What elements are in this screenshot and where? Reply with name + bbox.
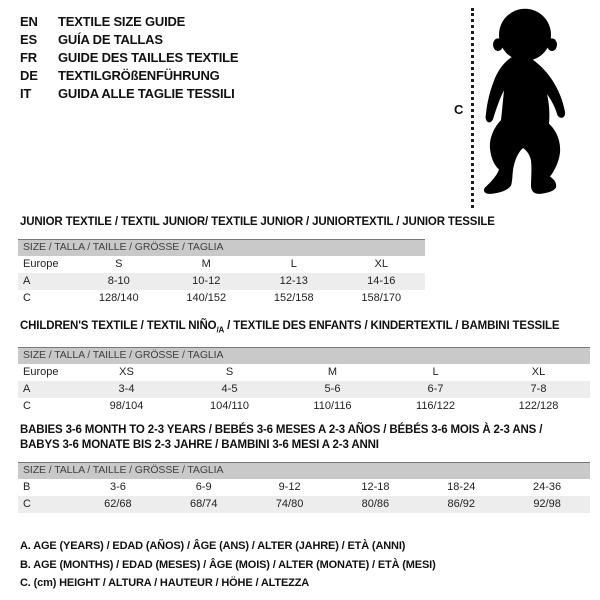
size-cell: M [327, 366, 338, 378]
table-row-age [18, 381, 590, 398]
value-cell: 80/86 [361, 498, 390, 510]
lang-code: DE [20, 68, 38, 83]
value-cell: 122/128 [518, 400, 559, 412]
table-row-region [18, 256, 425, 273]
lang-row-fr [20, 49, 238, 67]
footnote-a: A. AGE (YEARS) / EDAD (AÑOS) / ÂGE (ANS) / ALTER (JAHRE) / ETÀ (ANNI) [20, 540, 406, 552]
value-cell: 158/170 [361, 292, 402, 304]
table-row-region [18, 364, 590, 381]
footnote-c: C. (cm) HEIGHT / ALTURA / HAUTEUR / HÖHE / ALTEZZA [20, 577, 310, 589]
value-cell: 74/80 [275, 498, 304, 510]
lang-row-it [20, 85, 238, 103]
table-row-age [18, 479, 590, 496]
junior-size-table [18, 239, 425, 307]
row-label-cell: B [23, 481, 31, 493]
height-dotted-line [471, 8, 474, 208]
value-cell: 68/74 [189, 498, 218, 510]
row-label-cell: A [23, 275, 31, 287]
region-cell: Europe [23, 366, 59, 378]
value-cell: 6-9 [195, 481, 212, 493]
size-cell: L [290, 258, 297, 270]
value-cell: 7-8 [530, 383, 547, 395]
title-subscript: /A [216, 325, 225, 335]
size-cell: XL [531, 366, 546, 378]
lang-code: EN [20, 14, 38, 29]
value-cell: 10-12 [192, 275, 221, 287]
table-row-height [18, 496, 590, 513]
size-cell: L [432, 366, 439, 378]
lang-label: GUIDA ALLE TAGLIE TESSILI [58, 86, 235, 101]
value-cell: 14-16 [367, 275, 396, 287]
value-cell: 86/92 [447, 498, 475, 510]
title-line-1: BABIES 3-6 MONTH TO 2-3 YEARS / BEBÉS 3-6 MESES A 2-3 AÑOS / BÉBÉS 3-6 MOIS À 2-3 ANS / [20, 424, 543, 436]
lang-label: GUÍA DE TALLAS [58, 32, 163, 47]
lang-label: TEXTILE SIZE GUIDE [58, 14, 186, 29]
size-header-bar: SIZE / TALLA / TAILLE / GRÖSSE / TAGLIA [18, 462, 590, 479]
value-cell: 152/158 [273, 292, 314, 304]
lang-code: ES [20, 32, 37, 47]
value-cell: 128/140 [98, 292, 139, 304]
section-title-babies [20, 423, 585, 453]
value-cell: 116/122 [416, 400, 455, 412]
lang-label: GUIDE DES TAILLES TEXTILE [58, 50, 239, 65]
value-cell: 104/110 [210, 400, 249, 412]
lang-row-de [20, 67, 238, 85]
value-cell: 62/68 [104, 498, 132, 510]
lang-row-es [20, 31, 238, 49]
title-text: CHILDREN'S TEXTILE / TEXTIL NIÑO [20, 320, 217, 332]
value-cell: 4-5 [221, 383, 238, 395]
value-cell: 6-7 [427, 383, 444, 395]
size-cell: XL [374, 258, 388, 270]
legend-footnotes [20, 537, 436, 593]
children-size-table [18, 347, 590, 415]
section-title-children [20, 320, 559, 334]
height-measure-label: C [454, 102, 464, 117]
lang-label: TEXTILGRÖßENFÜHRUNG [58, 68, 220, 83]
value-cell: 5-6 [324, 383, 341, 395]
table-row-height [18, 290, 425, 307]
lang-code: IT [20, 86, 32, 101]
value-cell: 3-4 [118, 383, 135, 395]
value-cell: 12-18 [361, 481, 390, 493]
value-cell: 92/98 [533, 498, 561, 510]
size-cell: S [115, 258, 123, 270]
section-title-junior: JUNIOR TEXTILE / TEXTIL JUNIOR/ TEXTILE JUNIOR / JUNIORTEXTIL / JUNIOR TESSILE [20, 216, 495, 228]
value-cell: 18-24 [447, 481, 476, 493]
value-cell: 8-10 [107, 275, 130, 287]
row-label-cell: C [23, 292, 31, 304]
table-row-age [18, 273, 425, 290]
title-text: / TEXTILE DES ENFANTS / KINDERTEXTIL / BAMBINI TESSILE [224, 320, 560, 332]
language-title-list [20, 13, 238, 103]
region-cell: Europe [23, 258, 59, 270]
value-cell: 3-6 [109, 481, 126, 493]
row-label-cell: A [23, 383, 31, 395]
value-cell: 12-13 [279, 275, 308, 287]
size-cell: XS [119, 366, 134, 378]
value-cell: 140/152 [186, 292, 227, 304]
footnote-b: B. AGE (MONTHS) / EDAD (MESES) / ÂGE (MOIS) / ALTER (MONATE) / ETÀ (MESI) [20, 558, 436, 571]
value-cell: 24-36 [533, 481, 562, 493]
table-row-height [18, 398, 590, 415]
size-cell: S [225, 366, 234, 378]
lang-code: FR [20, 50, 37, 65]
size-cell: M [201, 258, 211, 270]
row-label-cell: C [23, 498, 31, 510]
title-line-2: BABYS 3-6 MONATE BIS 2-3 JAHRE / BAMBINI 3-6 MESI A 2-3 ANNI [20, 439, 379, 451]
value-cell: 9-12 [278, 481, 301, 493]
lang-row-en [20, 13, 238, 31]
size-header-bar: SIZE / TALLA / TAILLE / GRÖSSE / TAGLIA [18, 347, 590, 364]
babies-size-table [18, 462, 590, 513]
toddler-silhouette-icon [478, 7, 578, 209]
size-header-bar: SIZE / TALLA / TAILLE / GRÖSSE / TAGLIA [18, 239, 425, 256]
row-label-cell: C [23, 400, 31, 412]
value-cell: 98/104 [109, 400, 144, 412]
value-cell: 110/116 [313, 400, 352, 412]
